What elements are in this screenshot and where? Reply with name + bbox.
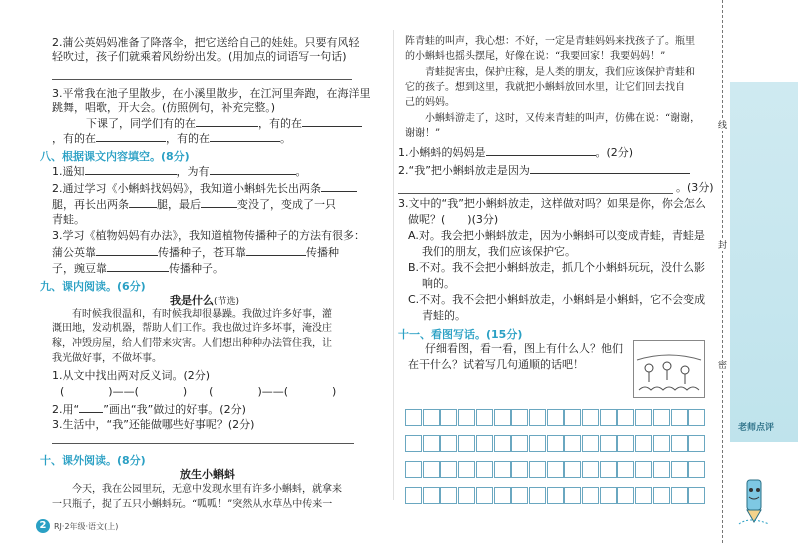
grid-cell[interactable] (671, 487, 688, 504)
section-9-heading: 九、课内阅读。(6分) (40, 280, 146, 293)
grid-cell[interactable] (405, 461, 422, 478)
grid-cell[interactable] (440, 461, 457, 478)
grid-cell[interactable] (511, 487, 528, 504)
grid-cell[interactable] (476, 487, 493, 504)
cut-line (722, 0, 723, 543)
grid-cell[interactable] (671, 435, 688, 452)
grid-cell[interactable] (423, 409, 440, 426)
grid-cell[interactable] (617, 487, 634, 504)
grid-cell[interactable] (494, 435, 511, 452)
sec9-para-1: 有时候我很温和，有时候我却很暴躁。我做过许多好事，灌 (72, 309, 332, 320)
blank[interactable] (246, 245, 306, 256)
grid-cell[interactable] (423, 461, 440, 478)
sec9-q1: 1.从文中找出两对反义词。(2分) (52, 369, 211, 382)
grid-cell[interactable] (564, 409, 581, 426)
margin-mark-seal: 封 (718, 238, 727, 251)
blank[interactable] (530, 163, 690, 174)
grid-cell[interactable] (582, 461, 599, 478)
grid-cell[interactable] (494, 487, 511, 504)
grid-cell[interactable] (582, 487, 599, 504)
grid-cell[interactable] (547, 409, 564, 426)
grid-cell[interactable] (617, 435, 634, 452)
story-q3-line1: 3.文中的“我”把小蝌蚪放走，这样做对吗？如果是你，你会怎么 (398, 197, 706, 210)
story-para-5: 己的妈妈。 (405, 97, 455, 108)
story-q1: 1.小蝌蚪的妈妈是 。(2分) (398, 146, 634, 159)
blank[interactable] (85, 164, 177, 175)
grid-cell[interactable] (688, 487, 705, 504)
grid-cell[interactable] (671, 409, 688, 426)
teacher-comment-label: 老师点评 (738, 423, 775, 433)
sec9-para-2: 溉田地，发动机器，帮助人们工作。我也做过许多坏事，淹没庄 (52, 323, 332, 334)
grid-cell[interactable] (600, 487, 617, 504)
grid-cell[interactable] (511, 435, 528, 452)
grid-cell[interactable] (494, 461, 511, 478)
grid-cell[interactable] (653, 461, 670, 478)
passage-title: 我是什么(节选) (170, 294, 240, 307)
page-number-badge: 2 (36, 519, 50, 533)
story-para-3: 青蛙捉害虫，保护庄稼，是人类的朋友，我们应该保护青蛙和 (425, 67, 695, 78)
q2-line1: 2.蒲公英妈妈准备了降落伞，把它送给自己的娃娃。只要有风轻 (52, 36, 360, 49)
q2-line2: 轻吹过，孩子们就乘着风纷纷出发。(用加点的词语写一句话) (52, 50, 347, 63)
blank[interactable] (210, 164, 296, 175)
blank[interactable] (210, 131, 280, 142)
grid-cell[interactable] (458, 461, 475, 478)
grid-cell[interactable] (476, 409, 493, 426)
grid-cell[interactable] (582, 435, 599, 452)
grid-cell[interactable] (529, 487, 546, 504)
margin-mark-secret: 密 (718, 358, 727, 371)
blank[interactable] (201, 197, 237, 208)
sec10-para-1: 今天，我在公园里玩，无意中发现水里有许多小蝌蚪，就拿来 (72, 484, 342, 495)
option-c-line2: 青蛙的。 (422, 309, 466, 322)
grid-cell[interactable] (635, 461, 652, 478)
grid-cell[interactable] (635, 435, 652, 452)
grid-cell[interactable] (423, 487, 440, 504)
blank[interactable] (129, 197, 157, 208)
grid-cell[interactable] (494, 409, 511, 426)
grid-cell[interactable] (635, 487, 652, 504)
grid-cell[interactable] (458, 435, 475, 452)
story-para-4: 它的孩子。想到这里，我就把小蝌蚪放回水里，让它们回去找自 (405, 82, 685, 93)
section-10-heading: 十、课外阅读。(8分) (40, 454, 146, 467)
sec9-para-3: 稼，冲毁房屋，给人们带来灾害。人们想出种种办法管住我，让 (52, 338, 332, 349)
story-q2: 2.“我”把小蝌蚪放走是因为 (398, 163, 690, 178)
section-11-heading: 十一、看图写话。(15分) (398, 328, 523, 341)
grid-cell[interactable] (635, 409, 652, 426)
grid-cell[interactable] (440, 487, 457, 504)
grid-cell[interactable] (653, 409, 670, 426)
grid-cell[interactable] (423, 435, 440, 452)
sec8-line2: 2.通过学习《小蝌蚪找妈妈》，我知道小蝌蚪先长出两条 (52, 181, 357, 196)
answer-line[interactable] (52, 79, 352, 80)
answer-line[interactable] (52, 443, 354, 444)
q3-line1: 3.平常我在池子里散步，在小溪里散步，在江河里奔跑，在海洋里 (52, 87, 371, 100)
grid-cell[interactable] (529, 461, 546, 478)
blank[interactable] (96, 131, 166, 142)
teacher-comment-panel (730, 82, 798, 442)
grid-cell[interactable] (476, 461, 493, 478)
grid-cell[interactable] (564, 487, 581, 504)
blank[interactable] (196, 116, 258, 127)
sec10-para-2: 一只瓶子，捉了五只小蝌蚪玩。“呱呱！”突然从水草丛中传来一 (52, 499, 333, 510)
story-para-7: 谢谢！” (405, 128, 441, 139)
grid-cell[interactable] (405, 487, 422, 504)
option-a-line1[interactable]: A.对。我会把小蝌蚪放走，因为小蝌蚪可以变成青蛙，青蛙是 (408, 229, 705, 242)
footer-text: RJ·2年级·语文(上) (54, 522, 119, 531)
picture-illustration (633, 340, 705, 398)
sec9-para-4: 我光做好事，不做坏事。 (52, 353, 162, 364)
grid-cell[interactable] (564, 435, 581, 452)
grid-cell[interactable] (582, 409, 599, 426)
grid-cell[interactable] (688, 409, 705, 426)
grid-cell[interactable] (600, 435, 617, 452)
blank[interactable] (96, 245, 158, 256)
grid-cell[interactable] (440, 409, 457, 426)
sec9-q1-blanks[interactable]: ( )——( ) ( )——( ) (60, 385, 337, 398)
story-para-6: 小蝌蚪游走了，这时，又传来青蛙的叫声，仿佛在说：“谢谢， (425, 113, 701, 124)
sec8-line4: 青蛙。 (52, 213, 85, 226)
option-a-line2: 我们的朋友，我们应该保护它。 (422, 245, 576, 258)
grid-cell[interactable] (671, 461, 688, 478)
blank[interactable] (302, 116, 362, 127)
story-para-1: 阵青蛙的叫声，我心想：不好，一定是青蛙妈妈来找孩子了。瓶里 (405, 36, 695, 47)
pencil-mascot-icon (735, 474, 775, 528)
sec8-line6: 蒲公英靠 传播种子，苍耳靠 传播种 (52, 246, 339, 259)
grid-cell[interactable] (511, 409, 528, 426)
q3-line4: ，有的在 ，有的在 。 (52, 132, 291, 145)
story-para-2: 的小蝌蚪也摇头摆尾，好像在说：“我要回家！我要妈妈！” (405, 51, 666, 62)
sec8-line1: 1.遥知 ，为有 。 (52, 165, 307, 178)
grid-cell[interactable] (440, 435, 457, 452)
sec11-line2: 在干什么？试着写几句通顺的话吧！ (408, 358, 584, 371)
sec8-line7: 子，豌豆靠 传播种子。 (52, 262, 224, 275)
passage-title-2: 放生小蝌蚪 (180, 468, 235, 481)
blank[interactable] (321, 181, 357, 192)
grid-cell[interactable] (617, 409, 634, 426)
sec9-q2: 2.用“ ”画出“我”做过的好事。(2分) (52, 403, 246, 416)
grid-cell[interactable] (688, 435, 705, 452)
option-c-line1[interactable]: C.不对。我不会把小蝌蚪放走，小蝌蚪是小蝌蚪，它不会变成 (408, 293, 706, 306)
grid-cell[interactable] (653, 435, 670, 452)
grid-cell[interactable] (600, 409, 617, 426)
grid-cell[interactable] (653, 487, 670, 504)
grid-cell[interactable] (405, 435, 422, 452)
blank[interactable] (486, 145, 596, 156)
grid-cell[interactable] (511, 461, 528, 478)
sec8-line5: 3.学习《植物妈妈有办法》，我知道植物传播种子的方法有很多： (52, 229, 365, 242)
grid-cell[interactable] (405, 409, 422, 426)
grid-cell[interactable] (547, 487, 564, 504)
sec9-q3: 3.生活中，“我”还能做哪些好事呢？(2分) (52, 418, 255, 431)
sec8-line3: 腿，再长出两条 腿，最后 变没了，变成了一只 (52, 198, 336, 211)
q3-line2: 跳舞，唱歌，开大会。(仿照例句，补充完整。) (52, 101, 276, 114)
sec11-line1: 仔细看图，看一看，图上有什么人？他们 (425, 342, 623, 355)
writing-grid[interactable] (405, 405, 707, 509)
grid-cell[interactable] (458, 409, 475, 426)
grid-cell[interactable] (547, 461, 564, 478)
answer-line[interactable] (398, 193, 673, 194)
grid-cell[interactable] (600, 461, 617, 478)
section-8-heading: 八、根据课文内容填空。(8分) (40, 150, 190, 163)
grid-cell[interactable] (458, 487, 475, 504)
grid-cell[interactable] (529, 435, 546, 452)
option-b-line1[interactable]: B.不对。我不会把小蝌蚪放走，抓几个小蝌蚪玩玩，没什么影 (408, 261, 706, 274)
blank[interactable] (107, 261, 169, 272)
grid-cell[interactable] (617, 461, 634, 478)
column-divider (393, 30, 394, 500)
q3-line3: 下课了，同学们有的在 ，有的在 (86, 116, 362, 131)
grid-cell[interactable] (476, 435, 493, 452)
grid-cell[interactable] (547, 435, 564, 452)
story-q2-score: 。(3分) (676, 181, 714, 194)
grid-cell[interactable] (529, 409, 546, 426)
grid-cell[interactable] (688, 461, 705, 478)
margin-mark-line: 线 (718, 118, 727, 131)
grid-cell[interactable] (564, 461, 581, 478)
story-q3-line2: 做呢？( )(3分) (408, 213, 499, 226)
option-b-line2: 响的。 (422, 277, 455, 290)
